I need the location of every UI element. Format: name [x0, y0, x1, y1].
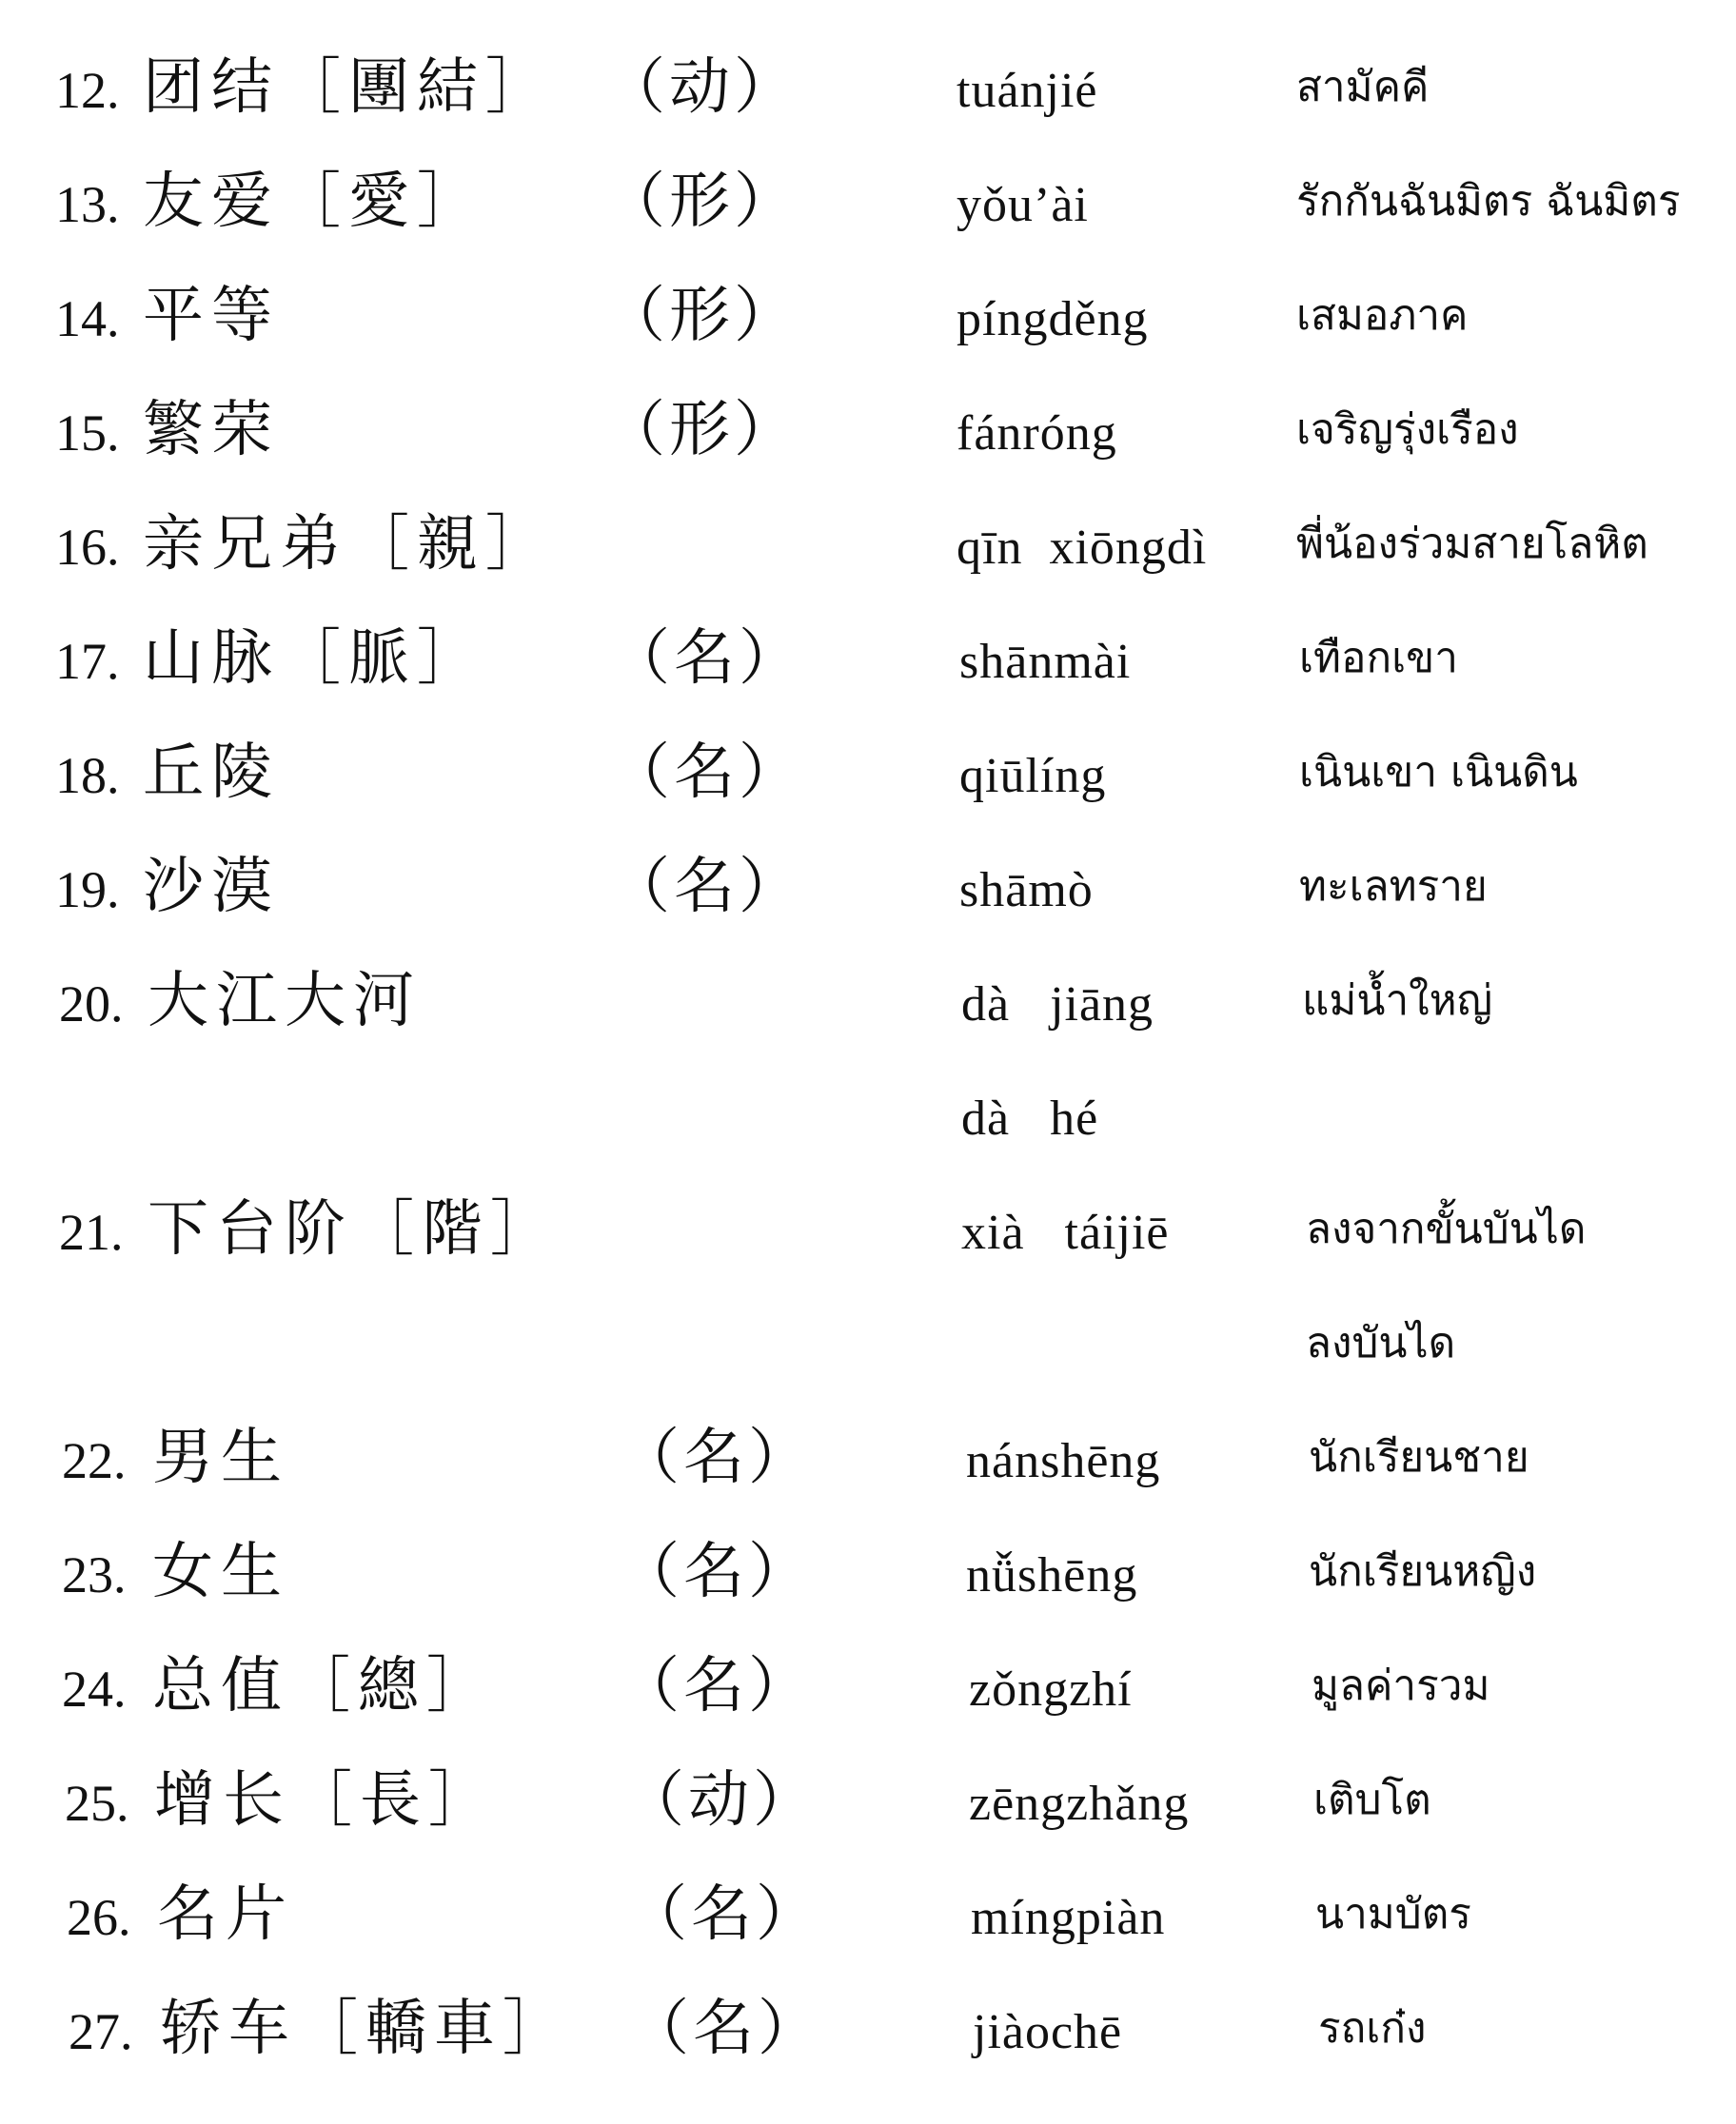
chinese-word: 名片 — [157, 1879, 294, 1950]
pinyin: xià táijiē — [961, 1206, 1170, 1260]
pinyin: dà hé — [961, 1092, 1099, 1146]
vocab-entry-20 — [0, 963, 1736, 1077]
thai-meaning: เสมอภาค — [1296, 291, 1469, 340]
entry-number: 14. — [55, 290, 120, 347]
vocab-entry-14 — [0, 278, 1736, 392]
vocab-entry-17 — [0, 620, 1736, 735]
pinyin: qiūlíng — [959, 749, 1107, 803]
vocab-entry-18 — [0, 735, 1736, 849]
part-of-speech: （形） — [604, 281, 799, 351]
entry-number: 16. — [55, 519, 120, 576]
chinese-word: 女生 — [152, 1537, 289, 1607]
part-of-speech: （名） — [619, 1423, 813, 1493]
thai-meaning: รักกันฉันมิตร ฉันมิตร — [1296, 177, 1681, 226]
part-of-speech: （名） — [626, 1879, 820, 1950]
pinyin: míngpiàn — [971, 1891, 1166, 1945]
thai-meaning: เนินเขา เนินดิน — [1299, 748, 1578, 796]
pinyin: zǒngzhí — [969, 1662, 1133, 1717]
chinese-word: 友爱［愛］ — [143, 167, 485, 237]
entry-number: 13. — [55, 176, 120, 233]
part-of-speech: （名） — [609, 738, 803, 808]
entry-number: 27. — [69, 2003, 133, 2060]
entry-number: 12. — [55, 62, 120, 119]
thai-meaning: เจริญรุ่งเรือง — [1296, 405, 1519, 454]
entry-number: 19. — [55, 861, 120, 918]
thai-meaning: เทือกเขา — [1299, 634, 1458, 682]
thai-meaning: ทะเลทราย — [1299, 862, 1488, 911]
pinyin: shānmài — [959, 635, 1132, 689]
entry-number: 25. — [65, 1775, 129, 1832]
thai-meaning: แม่น้ำใหญ่ — [1302, 976, 1493, 1025]
chinese-word: 山脉［脈］ — [143, 623, 485, 694]
part-of-speech: （名） — [628, 1994, 822, 2064]
vocab-entry-19 — [0, 849, 1736, 963]
chinese-word: 亲兄弟［親］ — [143, 509, 554, 580]
vocab-entry-23 — [0, 1534, 1736, 1648]
chinese-word: 轿车［轎車］ — [160, 1994, 571, 2064]
thai-meaning: นักเรียนหญิง — [1309, 1547, 1537, 1596]
entry-number: 23. — [62, 1546, 127, 1603]
entry-number: 15. — [55, 404, 120, 462]
part-of-speech: （名） — [619, 1651, 813, 1721]
vocab-entry-25 — [0, 1762, 1736, 1877]
vocab-entry-20-continued — [0, 1077, 1736, 1191]
chinese-word: 增长［長］ — [154, 1765, 497, 1836]
pinyin: tuánjié — [957, 64, 1098, 118]
vocab-entry-15 — [0, 392, 1736, 506]
thai-meaning: นักเรียนชาย — [1309, 1433, 1529, 1482]
pinyin: fánróng — [957, 406, 1117, 461]
chinese-word: 大江大河 — [148, 966, 422, 1036]
pinyin: shāmò — [959, 863, 1094, 917]
entry-number: 24. — [62, 1661, 127, 1718]
vocab-entry-12 — [0, 49, 1736, 164]
pinyin: jiàochē — [973, 2005, 1123, 2059]
vocab-entry-26 — [0, 1877, 1736, 1991]
part-of-speech: （名） — [619, 1537, 813, 1607]
vocab-entry-21 — [0, 1191, 1736, 1306]
pinyin: píngděng — [957, 292, 1149, 346]
thai-meaning: มูลค่ารวม — [1312, 1662, 1490, 1710]
thai-meaning: นามบัตร — [1315, 1890, 1471, 1938]
thai-meaning: สามัคคี — [1296, 63, 1430, 111]
vocab-entry-16 — [0, 506, 1736, 620]
chinese-word: 繁荣 — [143, 395, 280, 465]
chinese-word: 男生 — [152, 1423, 289, 1493]
vocab-entry-24 — [0, 1648, 1736, 1762]
entry-number: 26. — [67, 1889, 131, 1946]
entry-number: 21. — [59, 1204, 124, 1261]
chinese-word: 下台阶［階］ — [148, 1194, 559, 1265]
thai-meaning: พี่น้องร่วมสายโลหิต — [1296, 520, 1648, 568]
thai-meaning: ลงจากขั้นบันได — [1306, 1205, 1587, 1253]
pinyin: nǚshēng — [966, 1548, 1138, 1603]
part-of-speech: （动） — [623, 1765, 818, 1836]
entry-number: 22. — [62, 1432, 127, 1489]
vocab-entry-22 — [0, 1420, 1736, 1534]
pinyin: zēngzhǎng — [969, 1777, 1190, 1831]
chinese-word: 总值［總］ — [152, 1651, 495, 1721]
pinyin: qīn xiōngdì — [957, 521, 1208, 575]
part-of-speech: （形） — [604, 167, 799, 237]
chinese-word: 沙漠 — [143, 852, 280, 922]
thai-meaning: ลงบันได — [1306, 1319, 1456, 1367]
part-of-speech: （形） — [604, 395, 799, 465]
thai-meaning: รถเก๋ง — [1318, 2004, 1427, 2053]
entry-number: 20. — [59, 975, 124, 1032]
chinese-word: 团结［團結］ — [143, 52, 554, 123]
part-of-speech: （动） — [604, 52, 799, 123]
pinyin: yǒu’ài — [957, 178, 1089, 232]
chinese-word: 丘陵 — [143, 738, 280, 808]
vocab-entry-27 — [0, 1991, 1736, 2105]
pinyin: nánshēng — [966, 1434, 1161, 1488]
part-of-speech: （名） — [609, 852, 803, 922]
entry-number: 18. — [55, 747, 120, 804]
pinyin: dà jiāng — [961, 977, 1154, 1032]
vocab-entry-13 — [0, 164, 1736, 278]
thai-meaning: เติบโต — [1313, 1776, 1431, 1824]
part-of-speech: （名） — [609, 623, 803, 694]
entry-number: 17. — [55, 633, 120, 690]
vocab-entry-21-continued — [0, 1306, 1736, 1420]
chinese-word: 平等 — [143, 281, 280, 351]
